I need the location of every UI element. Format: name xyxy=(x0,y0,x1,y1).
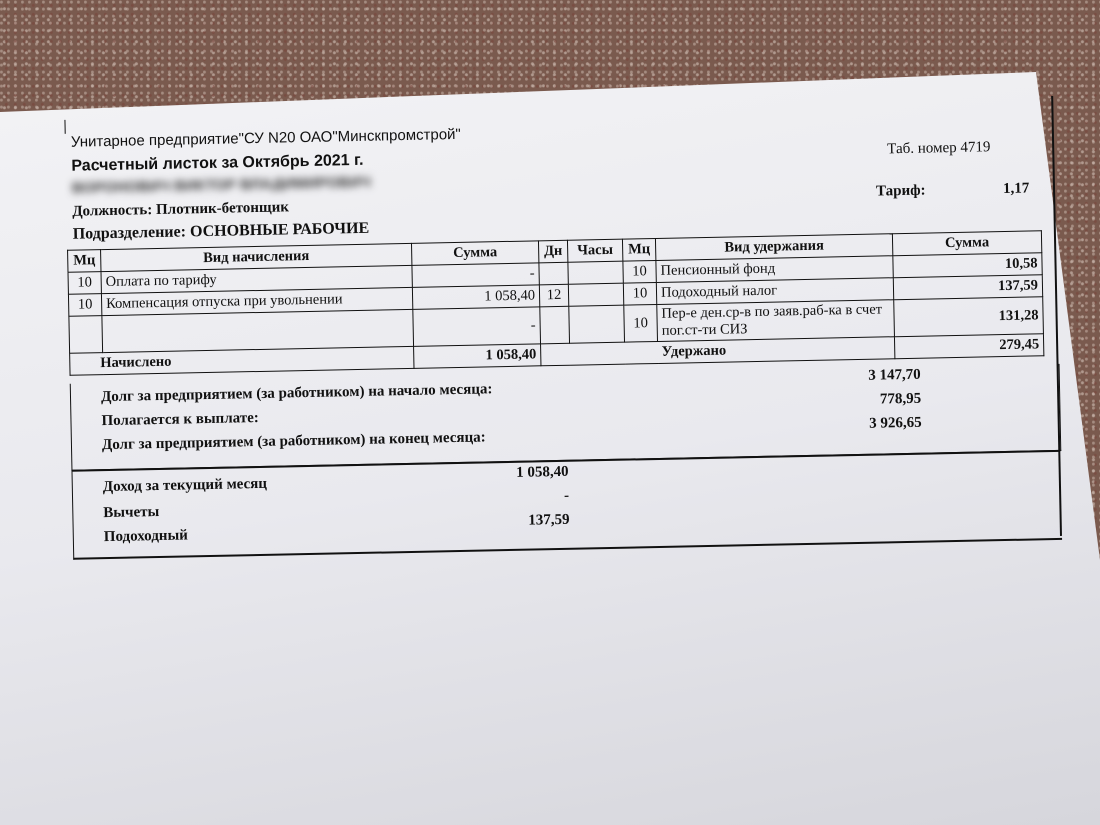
row-mc: 10 xyxy=(68,272,101,295)
position-value: Плотник-бетонщик xyxy=(155,199,290,219)
deductions-value: - xyxy=(563,487,570,504)
col-header-sum: Сумма xyxy=(411,241,538,266)
row-accrual xyxy=(102,309,414,352)
tariff-label: Тариф: xyxy=(875,182,926,200)
row-deduction: Подоходный налог xyxy=(656,278,893,305)
row-sum2: 10,58 xyxy=(893,253,1042,278)
company-name: Унитарное предприятие"СУ N20 ОАО"Минскпромстрой" xyxy=(70,125,461,151)
row-sum: 1 058,40 xyxy=(412,285,539,310)
debt-end-value: 3 926,65 xyxy=(869,414,922,432)
row-accrual: Оплата по тарифу xyxy=(101,265,412,293)
tab-number-label: Таб. номер xyxy=(887,139,957,158)
current-income-value: 1 058,40 xyxy=(515,463,569,481)
accrued-value: 1 058,40 xyxy=(414,344,541,369)
row-mc: 10 xyxy=(68,294,101,317)
col-header-days: Дн xyxy=(538,240,567,263)
accruals-deductions-table xyxy=(67,230,1044,376)
payslip-title: Расчетный листок за Октябрь 2021 г. xyxy=(71,151,364,175)
department-value: ОСНОВНЫЕ РАБОЧИЕ xyxy=(189,219,370,241)
income-tax-value: 137,59 xyxy=(528,511,570,529)
department-label: Подразделение: xyxy=(72,223,187,243)
row-sum: - xyxy=(412,263,539,288)
row-mc2: 10 xyxy=(623,260,656,283)
deductions-label: Вычеты xyxy=(103,504,160,522)
tab-number-value: 4719 xyxy=(960,139,991,156)
position-label: Должность: xyxy=(72,202,153,220)
row-days xyxy=(540,306,570,344)
tariff-value: 1,17 xyxy=(1002,180,1030,198)
row-sum2: 137,59 xyxy=(893,275,1042,300)
debt-start-label: Долг за предприятием (за работником) на начало месяца: xyxy=(100,381,493,406)
row-accrual: Компенсация отпуска при увольнении xyxy=(101,287,412,315)
payable-value: 778,95 xyxy=(879,390,922,408)
col-header-mc: Мц xyxy=(68,250,101,273)
debt-end-label: Долг за предприятием (за работником) на конец месяца: xyxy=(101,429,486,454)
row-mc2: 10 xyxy=(624,304,658,342)
accrued-label: Начислено xyxy=(70,346,414,375)
current-income-label: Доход за текущий месяц xyxy=(102,475,268,496)
col-header-hours: Часы xyxy=(567,239,622,262)
tab-number xyxy=(887,139,991,158)
payable-label: Полагается к выплате: xyxy=(101,409,259,430)
row-sum2: 131,28 xyxy=(894,297,1044,337)
col-header-sum2: Сумма xyxy=(892,231,1041,256)
withheld-value: 279,45 xyxy=(894,334,1043,359)
row-deduction: Пенсионный фонд xyxy=(656,256,893,283)
row-mc2: 10 xyxy=(623,282,656,305)
row-mc xyxy=(69,316,103,354)
row-hours xyxy=(569,305,625,343)
withheld-label: Удержано xyxy=(658,337,895,364)
row-hours xyxy=(568,261,623,284)
col-header-deduction-type: Вид удержания xyxy=(655,234,892,261)
col-header-accrual-type: Вид начисления xyxy=(101,243,412,271)
col-header-mc2: Мц xyxy=(622,238,655,261)
row-days: 12 xyxy=(539,284,568,307)
totals-spacer xyxy=(541,341,658,365)
row-hours xyxy=(568,283,623,306)
row-days xyxy=(539,262,568,285)
tariff-row xyxy=(876,180,1030,200)
income-tax-label: Подоходный xyxy=(103,527,188,546)
row-sum: - xyxy=(413,307,541,347)
debt-start-value: 3 147,70 xyxy=(868,366,921,384)
row-deduction: Пер-е ден.ср-в по заяв.раб-ка в счет пог.ст-ти СИЗ xyxy=(657,300,895,342)
employee-name: ВОРОНОВИЧ ВИКТОР ВЛАДИМИРОВИЧ xyxy=(71,173,371,197)
